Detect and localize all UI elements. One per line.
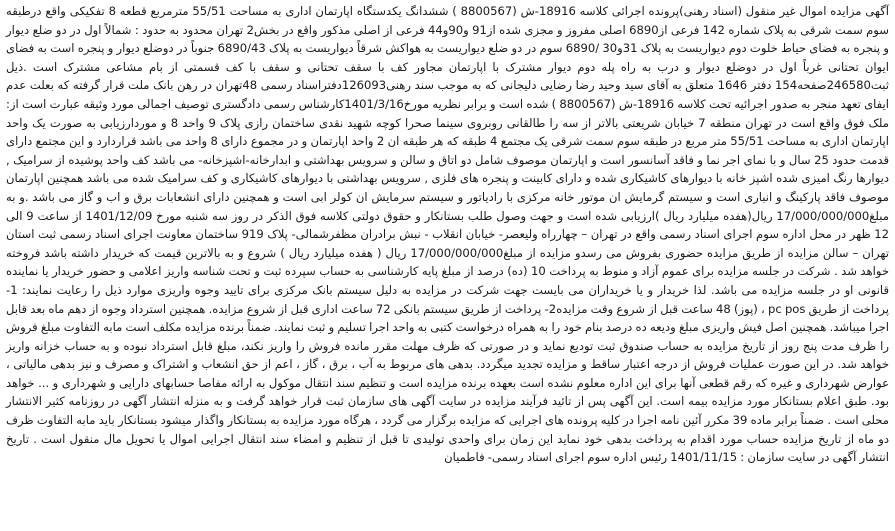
auction-notice-text: آگهی مزایده اموال غیر منقول (اسناد رهنی)پرونده اجرائی کلاسه 18916-ش (8800567 ) ششدانگ یکدستگاه اپارتمان اداری به مساحت 55/51 مترمربع قطعه 8 تفکیکی واقع درطبقه سوم سمت شرقی به پلاک شماره 142 فرعی از6890 اصلی مفروز و مجزی شده از91 و90و44 فرعی از اصلی مذکور واقع در بخش2 تهران محدود به حدود : شمالاً اول در دو ضلع دیوار و پنجره به فضای حیاط خلوت دوم دیواریست به پلاک 31و30 /6890 سوم در دو ضلع دیواریست به هواکش شرقاً دیواریست به پلاک 6890/43 جنوباً در دوضلع دیوار و پنجره است به فضای ایوان تحتانی غرباً اول در دوضلع دیوار و درب به راه پله دوم دیوار مشترک با اپارتمان مجاور کف با سقف تحتانی و سقف با کف قسمتی از بام مشاعی مشترک است .ذیل ثبت246580صفحه154 دفتر 1646 متعلق به آقای سید وحید رضا رضایی دلیجانی که به موجب سند رهنی126093دفتراسناد رسمی 48تهران در رهن بانک ملت قرار گرفته که بعلت عدم ایفای تعهد منجر به صدور اجرائیه تحت کلاسه 18916-ش (8800567 ) شده است و برابر نظریه مورخ1401/3/16کارشناس رسمی دادگستری توصیف اجمالی مورد وثیقه عبارت است از: ملک فوق واقع است در تهران منطقه 7 خیابان شریعتی بالاتر از سه را طالقانی روبروی سینما صحرا کوچه شهید نقدی ساختمان رازی پلاک 9 واحد 8 و موردارزیابی به صورت یک واحد اپارتمان اداری به مساحت 55/51 متر مربع در طبقه سوم سمت شرقی یک مجتمع 4 طبقه که هر طبقه ان 2 واحد اپارتمان و در مجموع دارای 8 واحد می باشد قراردارد و این مجتمع دارای قدمت حدود 25 سال و با نمای اجر نما و فاقد آسانسور است و اپارتمان موصوف شامل دو اتاق و سالن و سرویس بهداشتی و ابدارخانه-اشپزخانه- می باشد کف واحد پوشیده از سرامیک , دیوارها رنگ امیزی شده اشپز خانه با دیوارهای کاشیکاری شده و دارای کابینت و پنجره های فلزی , سرویس بهداشتی با دیوارهای کاشیکاری و کف سرامیک شده می باشد همچنین اپارتمان موصوف فاقد پارکینگ و انباری است و سیستم گرمایش ان موتور خانه مرکزی با رادیاتور و سیستم سرمایش ان کولر ابی است و همچنین دارای انشعابات برق و اب و گاز می باشد .و به مبلغ17/000/000/000 ریال(هفده میلیارد ریال )ارزیابی شده است و جهت وصول طلب بستانکار و حقوق دولتی کلاسه فوق الذکر در روز سه شنبه مورخ 1401/12/09 از ساعت 9 الی 12 ظهر در محل اداره سوم اجرای اسناد رسمی واقع در تهران – چهارراه ولیعصر- خیابان انقلاب - نبش برادران مظفرشمالی- پلاک 919 ساختمان معاونت اجرای اسناد رسمی ثبت استان تهران – سالن مزایده از طریق مزایده حضوری بفروش می رسدو مزایده از مبلغ17/000/000/000 ریال ( هفده میلیارد ریال ) شروع و به بالاترین قیمت که خریدار داشته باشد فروخته خواهد شد . شرکت در جلسه مزایده برای عموم آزاد و منوط به پرداخت 10 (ده) درصد از مبلغ پایه کارشناسی به حساب سپرده ثبت و تحت شناسه واریز اعلامی و حضور خریدار یا نماینده قانونی او در جلسه مزایده می باشد. لذا خریدار و یا خریداران می بایست جهت شرکت در مزایده به دلیل سیستم بانک مرکزی برای تایید وجوه واریزی موارد ذیل را رعایت نمایند: 1- پرداخت از طریق pc pos ، (پوز) 48 ساعت قبل از شروع وقت مزایده2- پرداخت از طریق سیستم بانکی 72 ساعت اداری قبل از شروع مزایده. همچنین استرداد وجوه از دهم ماه بعد قابل اجرا میباشد. همچنین اصل فیش واریزی مبلغ ودیعه ده درصد بنام خود را به همراه درخواست کتبی به واحد اجرا تسلیم و ثبت نمایند. ضمناً برنده مزایده مکلف است مابه التفاوت مبلغ فروش را ظرف مدت پنج روز از تاریخ مزایده به حساب صندوق ثبت تودیع نماید و در صورتی که ظرف مهلت مقرر مانده فروش را واریز نکند، مبلغ قابل استرداد نبوده و به حساب خزانه واریز خواهد شد. در این صورت عملیات فروش از درجه اعتبار ساقط و مزایده تجدید میگردد. بدهی های مربوط به آب ، برق ، گاز ، اعم از حق انشعاب و اشتراک و مصرف و نیز بدهی مالیاتی ، عوارض شهرداری و غیره که رقم قطعی آنها برای این اداره معلوم نشده است بعهده برنده مزایده است و تنظیم سند انتقال موکول به ارائه مفاصا حسابهای دارایی و شهرداری و ... خواهد بود. طبق اعلام بستانکار مورد مزایده بیمه است. این آگهی پس از تائید فرآیند مزایده در سایت آگهی های سازمان ثبت قرار خواهد گرفت و به منزله انتشار آگهی در روزنامه کثیر الانتشار محلی است . ضمناً برابر ماده 39 مکرر آئین نامه اجرا در کلیه پرونده های اجرایی که مزایده برگزار می گردد ، هرگاه مورد مزایده به بستانکار واگذار میشود بستانکار باید مابه التفاوت ظرف دو ماه از تاریخ مزایده حساب مورد اقدام به پرداخت بدهی خود نماید این زمان برای واحدی تولیدی تا قبل از تنظیم و امضاء سند انتقال اجرایی اموال یا تحویل مال منقول است . تاریخ انتشار آگهی در سایت سازمان : 1401/11/15 رئیس اداره سوم اجرای اسناد رسمی- فاطمیان: [6, 4, 890, 465]
